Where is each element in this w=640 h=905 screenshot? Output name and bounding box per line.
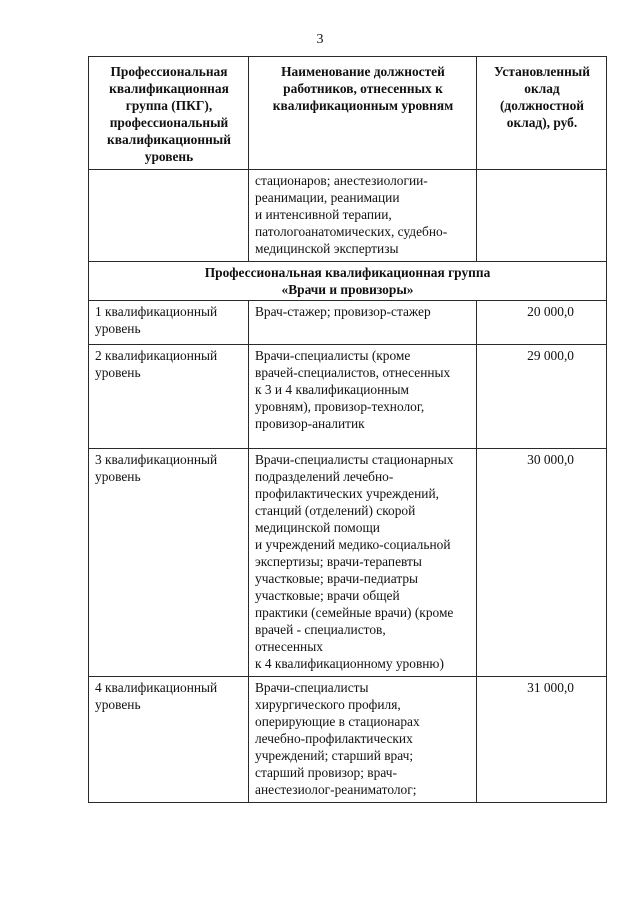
position-line: Врачи-специалисты — [255, 680, 369, 695]
header-line: Установленный — [494, 64, 590, 79]
header-position-names — [249, 57, 477, 170]
position-line: станций (отделений) скорой — [255, 503, 416, 518]
position-line: практики (семейные врачи) (кроме — [255, 605, 454, 620]
position-line: профилактических учреждений, — [255, 486, 439, 501]
table-row — [89, 345, 607, 449]
position-line: к 4 квалификационному уровню) — [255, 656, 444, 671]
header-line: квалификационная — [109, 81, 229, 96]
position-line: медицинской помощи — [255, 520, 380, 535]
level-line: уровень — [95, 697, 141, 712]
position-line: Врачи-специалисты стационарных — [255, 452, 454, 467]
position-cell — [249, 345, 477, 449]
level-cell — [89, 677, 249, 803]
level-cell — [89, 301, 249, 345]
level-line: 4 квалификационный — [95, 680, 218, 695]
position-cell — [249, 170, 477, 262]
level-cell-empty — [89, 170, 249, 262]
header-pkg-level — [89, 57, 249, 170]
position-line: Врачи-специалисты (кроме — [255, 348, 411, 363]
position-line: патологоанатомических, судебно- — [255, 224, 448, 239]
level-cell — [89, 449, 249, 677]
header-line: Наименование должностей — [281, 64, 445, 79]
salary-cell: 30 000,0 — [477, 449, 607, 677]
header-line: Профессиональная — [110, 64, 228, 79]
position-line: провизор-аналитик — [255, 416, 365, 431]
table-header-row — [89, 57, 607, 170]
header-line: работников, отнесенных к — [283, 81, 443, 96]
position-line: экспертизы; врачи-терапевты — [255, 554, 422, 569]
position-line: реанимации, реанимации — [255, 190, 400, 205]
position-line: оперирующие в стационарах — [255, 714, 420, 729]
position-line: лечебно-профилактических — [255, 731, 413, 746]
position-line: и интенсивной терапии, — [255, 207, 392, 222]
position-line: Врач-стажер; провизор-стажер — [255, 304, 431, 319]
level-line: 2 квалификационный — [95, 348, 218, 363]
position-line: анестезиолог-реаниматолог; — [255, 782, 417, 797]
table-row-continuation — [89, 170, 607, 262]
level-line: 1 квалификационный — [95, 304, 218, 319]
header-line: профессиональный — [109, 115, 229, 130]
header-line: (должностной — [499, 98, 585, 113]
table-row — [89, 677, 607, 803]
salary-cell: 29 000,0 — [477, 345, 607, 449]
group-heading-line1: Профессиональная квалификационная группа — [204, 265, 491, 280]
header-line: квалификационный — [107, 132, 231, 147]
position-line: уровням), провизор-технолог, — [255, 399, 425, 414]
page-number: 3 — [316, 32, 324, 47]
header-line: оклад), руб. — [506, 115, 578, 130]
header-line: оклад — [524, 81, 560, 96]
table-row — [89, 449, 607, 677]
position-line: старший провизор; врач- — [255, 765, 397, 780]
salary-cell: 31 000,0 — [477, 677, 607, 803]
level-cell — [89, 345, 249, 449]
position-cell — [249, 449, 477, 677]
header-line: квалификационным уровням — [272, 98, 454, 113]
table-row — [89, 301, 607, 345]
level-line: 3 квалификационный — [95, 452, 218, 467]
position-line: участковые; врачи общей — [255, 588, 400, 603]
position-line: учреждений; старший врач; — [255, 748, 414, 763]
position-line: отнесенных — [255, 639, 323, 654]
position-cell — [249, 301, 477, 345]
salary-cell-empty — [477, 170, 607, 262]
position-line: и учреждений медико-социальной — [255, 537, 451, 552]
position-line: подразделений лечебно- — [255, 469, 394, 484]
level-line: уровень — [95, 321, 141, 336]
header-line: уровень — [144, 149, 194, 164]
position-line: медицинской экспертизы — [255, 241, 399, 256]
salary-cell: 20 000,0 — [477, 301, 607, 345]
group-heading-line2: «Врачи и провизоры» — [281, 282, 414, 297]
position-line: врачей-специалистов, отнесенных — [255, 365, 451, 380]
level-line: уровень — [95, 469, 141, 484]
position-line: хирургического профиля, — [255, 697, 401, 712]
position-line: к 3 и 4 квалификационным — [255, 382, 409, 397]
position-cell — [249, 677, 477, 803]
group-heading-row — [89, 262, 607, 301]
header-line: группа (ПКГ), — [125, 98, 213, 113]
position-line: врачей - специалистов, — [255, 622, 386, 637]
header-salary — [477, 57, 607, 170]
position-line: стационаров; анестезиологии- — [255, 173, 428, 188]
salary-table — [88, 56, 607, 803]
position-line: участковые; врачи-педиатры — [255, 571, 419, 586]
group-heading — [89, 262, 607, 301]
level-line: уровень — [95, 365, 141, 380]
